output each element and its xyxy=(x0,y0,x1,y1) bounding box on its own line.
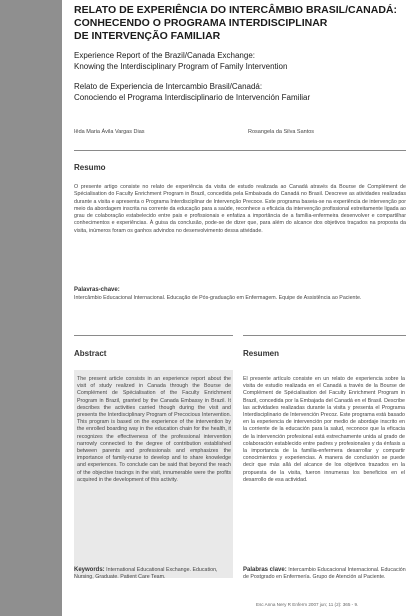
abstract-keywords-label: Keywords: xyxy=(74,567,105,573)
resumo-body: O presente artigo consiste no relato de experiência da visita de estudo realizada ao Canadá através da Bourse de Complément de Spécialisation do Faculty Enrichment Program in Brazil, concedida pela Embaixada do Canadá no Brasil. Descreve as atividades realizadas durante a visita e apresenta o Programa Interdisciplinar de Intervenção Precoce. Este programa baseia-se na experiência de intervenção por meio da abordagem inscrita na corrente da educação para a saúde, reconhece a eficácia da intervenção profissional estreitamente ligada ao grau de colaboração estabelecido entre pais e profissionais e enfatiza a importância de a família-enfermeira desenvolver e compartilhar conhecimentos e experiências. À guisa da conclusão, pode-se de dizer que, para além do alcance dos objetivos traçados na proposta da visita, inúmeros foram os ganhos advindos no desenvolvimento dessa atividade. xyxy=(74,184,406,234)
abstract-body: The present article consists in an experience report about the visit of study realized in Canada through the Bourse de Complément de Spécialisation of the Faculty Enrichment Program in Brazil, granted by the Canada Embassy in Brazil. It describes the activities carried though during the visit and presents the Interdisciplinary Program of Precocious Intervention. This program is based on the experience of the intervention by the enrolled boarding way in the education chain for the health, it recognizes the effectiveness of the professional intervention narrowly connected to the degree of contribution established between parents and professionals and emphasizes the importance of family-nurse to develop and to share knowledge and experiences. To conclude can be said that beyond the reach of the objective tracings in the visit, innumerable were the profits acquired in the development of this activity. xyxy=(77,376,231,483)
abstract-keywords-block xyxy=(74,567,233,581)
english-title-line: Knowing the Interdisciplinary Program of Family Intervention xyxy=(74,61,288,71)
section-rule xyxy=(243,335,406,336)
citation-footer: Esc Anna Nery R Enferm 2007 jun; 11 (2): 365 - 9. xyxy=(256,602,359,607)
spanish-title xyxy=(74,82,410,103)
resumen-body: El presente artículo consiste en un relato de experiencia sobre la visita de estudio realizada en el Canadá a través de la Bourse de Complément de Spécialisation del Faculty Enrichment Program in Brazil, concedida por la Embajada del Canadá en el Brasil. Describe las actividades realizadas durante la visita y presenta el Programa Interdisciplinario de Intervención Precoz. Este programa está basado en la experiencia de intervención por medio de abordaje inscrito en la corriente de la educación para la salud, reconoce que la eficacia de la intervención profesional está estrechamente unida al grado de colaboración establecido entre padres y profesionales y da énfasis a la importancia de la familia-enfermera desarrollar y compartir conocimientos y experiencias. A manera de conclusión se puede decir que más allá del alcance de los objetivos trazados en la propuesta de la visita, fueron innumeras los beneficios en el desarrollo de esa actividad. xyxy=(243,376,405,483)
spanish-title-line: Conociendo el Programa Interdisciplinario de Intervención Familiar xyxy=(74,92,311,102)
title-line: CONHECENDO O PROGRAMA INTERDISCIPLINAR xyxy=(74,17,328,29)
article-title xyxy=(74,4,410,43)
resumen-keywords-block xyxy=(243,567,406,581)
spanish-title-line: Relato de Experiencia de Intercambio Brasil/Canadá: xyxy=(74,82,263,91)
section-rule xyxy=(74,335,233,336)
resumen-keywords: Intercambio Educacional Internacional. Educación de Postgrado en Enfermería. Grupo de Atención al Paciente. xyxy=(243,567,406,580)
title-line: RELATO DE EXPERIÊNCIA DO INTERCÂMBIO BRASIL/CANADÁ: xyxy=(74,4,397,16)
abstract-keywords: International Educational Exchange. Education, Nursing, Graduate. Patient Care Team. xyxy=(74,567,218,580)
resumo-keywords: Intercâmbio Educacional Internacional. Educação de Pós-graduação em Enfermagem. Equipe de Assistência ao Paciente. xyxy=(74,295,362,301)
english-title-line: Experience Report of the Brazil/Canada Exchange: xyxy=(74,51,255,60)
title-line: DE INTERVENÇÃO FAMILIAR xyxy=(74,30,221,42)
author-name: Rosangela da Silva Santos xyxy=(248,129,315,135)
resumen-heading: Resumen xyxy=(243,349,280,358)
resumen-keywords-label: Palabras clave: xyxy=(243,567,287,573)
resumo-heading: Resumo xyxy=(74,163,106,172)
resumo-keywords-label: Palavras-chave: xyxy=(74,287,120,293)
section-rule xyxy=(74,150,406,151)
english-title xyxy=(74,51,410,72)
abstract-heading: Abstract xyxy=(74,349,107,358)
author-name: Iêda Maria Ávila Vargas Dias xyxy=(74,129,145,135)
left-sidebar xyxy=(0,0,62,616)
